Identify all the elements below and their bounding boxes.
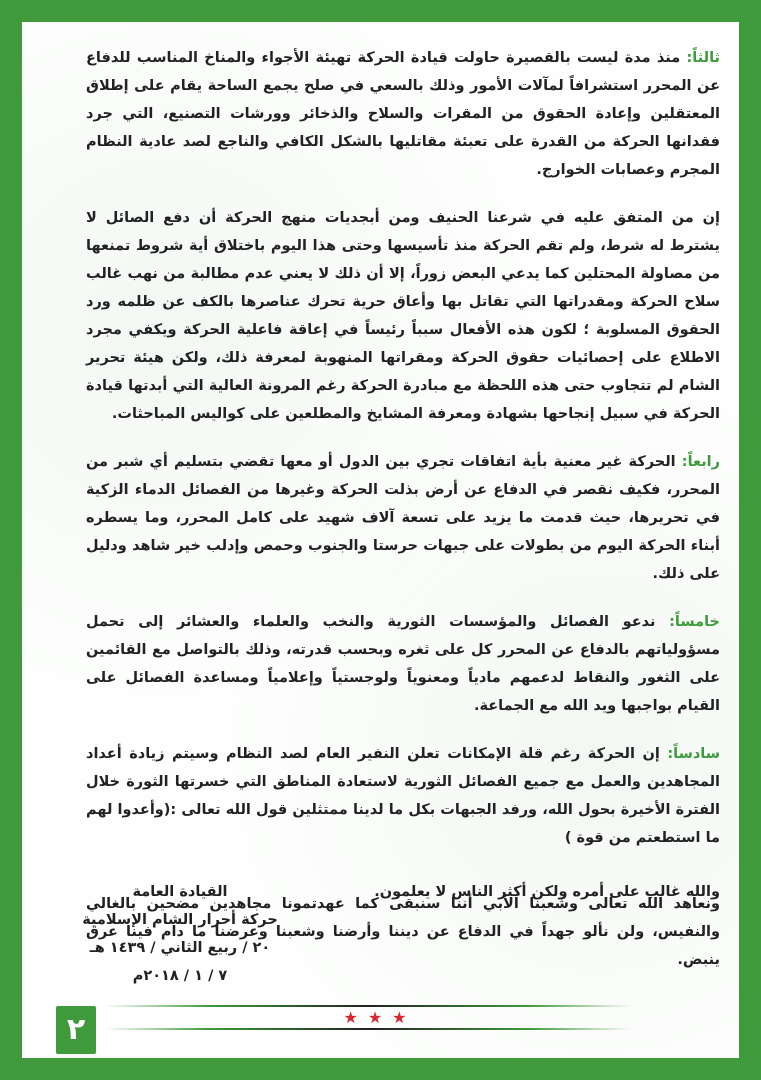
signature-organization: حركة أحرار الشام الإسلامية: [82, 912, 278, 928]
signature-title: القيادة العامة: [132, 884, 228, 900]
paragraph-sixth: [86, 740, 720, 852]
final-line: والله غالب على أمره ولكن أكثر الناس لا يعلمون.: [374, 884, 720, 900]
right-border: [739, 0, 761, 1080]
paragraph-lead: رابعاً:: [681, 454, 720, 470]
paragraph-text: منذ مدة ليست بالقصيرة حاولت قيادة الحركة تهيئة الأجواء والمناخ المناسب للدفاع عن المحرر استشرافاً لمآلات الأمور وذلك بالسعي في صلح يجمع الساحة يقام على إطلاق المعتقلين وإعادة الحقوق من المقرات والسلاح والذخائر وورشات التصنيع، التي جرد فقدانها الحركة من القدرة على تعبئة مقاتليها بالشكل الكافي والناجع لصد عادية النظام المجرم وعصابات الخوارج.: [86, 50, 720, 178]
paragraph-continuation: [86, 204, 720, 428]
paragraph-fifth: [86, 608, 720, 720]
paragraph-fourth: [86, 448, 720, 588]
top-border: [0, 0, 761, 22]
page-number: ٢: [56, 1006, 96, 1054]
bottom-border: [0, 1058, 761, 1080]
paragraph-lead: ثالثاً:: [686, 50, 720, 66]
footer-divider: [104, 1028, 634, 1030]
closing-pledge: ونعاهد الله تعالى وشعبنا الأبي أننا سنبقى كما عهدتمونا مجاهدين مضحين بالغالي والنفيس، ولن نألو جهداً في الدفاع عن ديننا وأرضنا وشعبنا وعرضنا ما دام فينا عرق ينبض.: [86, 896, 720, 968]
signature-gregorian-date: ٧ / ١ / ٢٠١٨م: [132, 968, 228, 984]
footer-divider: [104, 1005, 634, 1007]
paragraph-lead: خامساً:: [669, 614, 720, 630]
paragraph-text: إن من المتفق عليه في شرعنا الحنيف ومن أبجديات منهج الحركة أن دفع الصائل لا يشترط له شرط، ولم تقم الحركة منذ تأسيسها وحتى هذا اليوم باختلاق أية شروط تمنعها من مصاولة المحتلين كما يدعي البعض زوراً، إلا أن ذلك لا يعني عدم مطالبة من نهب غالب سلاح الحركة ومقدراتها التي تقاتل بها وأعاق حرية تحرك عناصرها بالكف عن ظلمه ورد الحقوق المسلوبة ؛ لكون هذه الأفعال سبباً رئيساً في إعاقة فاعلية الحركة ويكفي مجرد الاطلاع على إحصائيات حقوق الحركة ومقراتها المنهوبة لمعرفة ذلك، ولكن هيئة تحرير الشام لم تتجاوب حتى هذه اللحظة مع مبادرة الحركة رغم المرونة العالية التي أبدتها قيادة الحركة في سبيل إنجاحها بشهادة ومعرفة المشايخ والمطلعين على كواليس المباحثات.: [86, 210, 720, 422]
stars-icon: ★★★: [343, 1008, 417, 1027]
signature-hijri-date: ٢٠ / ربيع الثاني / ١٤٣٩ هـ: [89, 940, 271, 956]
paragraph-text: ندعو الفصائل والمؤسسات الثورية والنخب والعلماء والعشائر إلى تحمل مسؤولياتهم بالدفاع عن المحرر كل على ثغره وبحسب قدرته، وذلك بالتواصل مع القائمين على الثغور والنقاط لدعمهم مادياً ومعنوياً ولوجستياً وإعلامياً ومساعدة الفصائل على القيام بواجبها ويد الله مع الجماعة.: [86, 614, 720, 714]
statement-body: [86, 44, 720, 974]
paragraph-text: الحركة غير معنية بأية اتفاقات تجري بين الدول أو معها تقضي بتسليم أي شبر من المحرر، فكيف نقصر في الدفاع عن أرض بذلت الحركة وغيرها من الفصائل الدماء الزكية في تحريرها، حيث قدمت ما يزيد على تسعة آلاف شهيد على كامل المحرر، وما يسطره أبناء الحركة اليوم من بطولات على جبهات حرستا والجنوب وحمص وإدلب خير شاهد ودليل على ذلك.: [86, 454, 720, 582]
signature-block: [60, 878, 300, 990]
left-border: [0, 0, 22, 1080]
paragraph-lead: سادساً:: [667, 746, 720, 762]
paragraph-third: [86, 44, 720, 184]
paragraph-text: إن الحركة رغم قلة الإمكانات تعلن النفير العام لصد النظام وسيتم زيادة أعداد المجاهدين والعمل مع جميع الفصائل الثورية لاستعادة المناطق التي خسرتها الثورة خلال الفترة الأخيرة بحول الله، ورفد الجبهات بكل ما لدينا ممتثلين قول الله تعالى :(وأعدوا لهم ما استطعتم من قوة ): [86, 746, 720, 846]
